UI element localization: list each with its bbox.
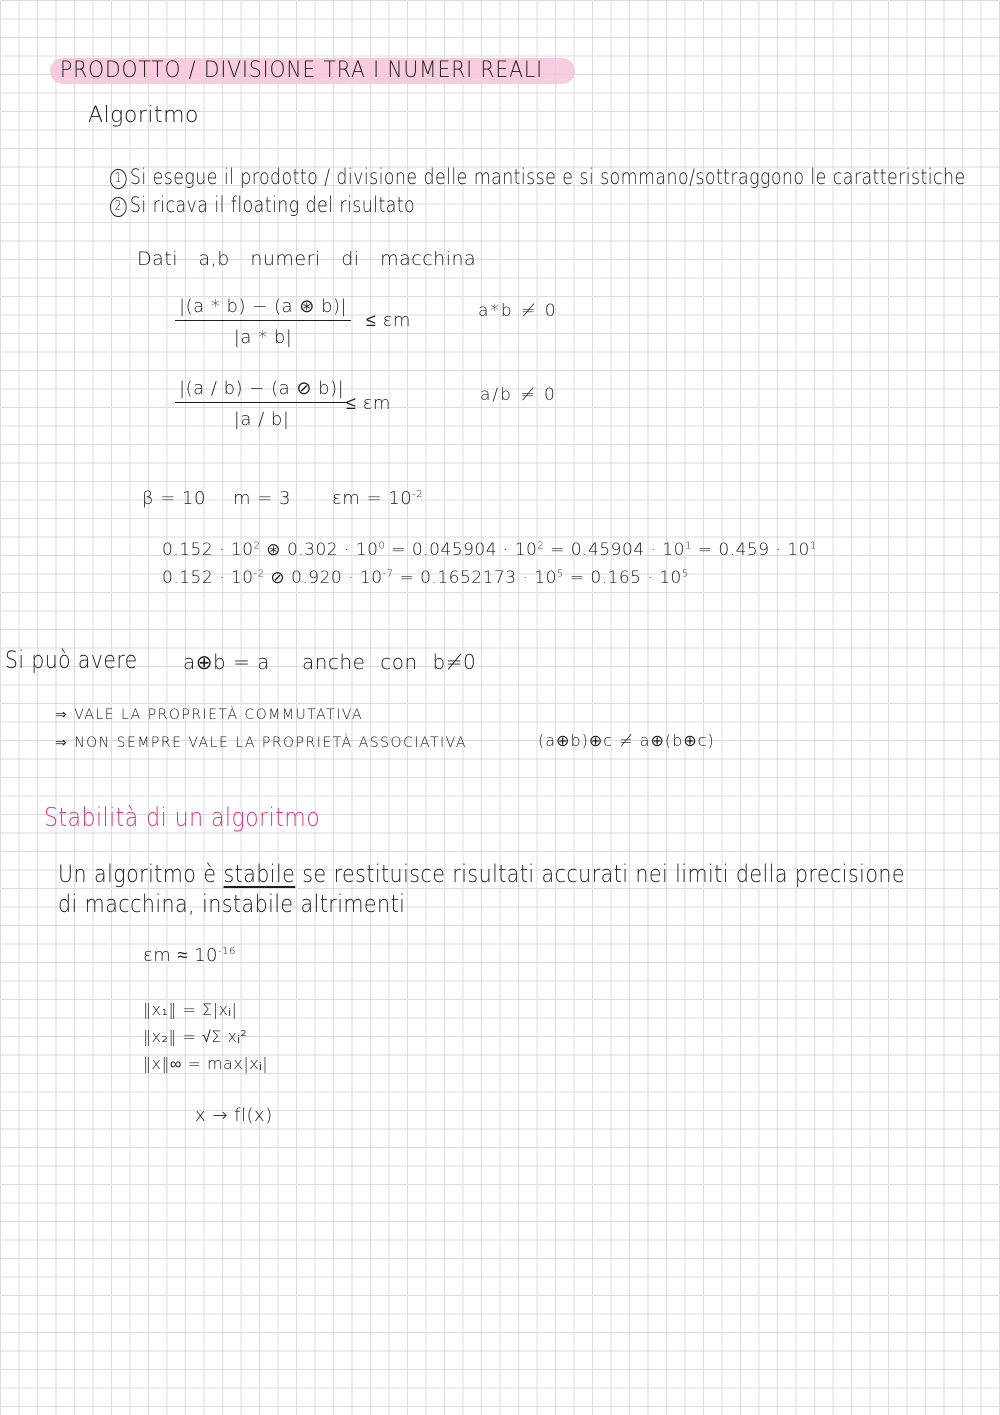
bullet-associative: ⇒ NON SEMPRE VALE LA PROPRIETÀ ASSOCIATIVA [55, 735, 467, 751]
param-beta: β = 10 [142, 488, 206, 509]
step-number: 2 [110, 197, 127, 217]
arrow-icon: ⇒ [55, 707, 69, 723]
condition: a*b ≠ 0 [478, 301, 558, 321]
step-text: Si esegue il prodotto / divisione delle mantisse e si sommano/sottraggono le caratteristiche [129, 165, 966, 189]
machine-epsilon: $\varepsilon m \approx 10^{-16}$ [143, 945, 236, 966]
subtitle: Algoritmo [88, 103, 199, 128]
fraction-numerator: |(a / b) − (a ⊘ b)| [175, 378, 348, 403]
floating-map: x → fl(x) [195, 1105, 273, 1126]
condition: a/b ≠ 0 [480, 385, 557, 405]
note-tail: anche con b≠0 [302, 650, 477, 674]
underlined-word: stabile [223, 860, 296, 888]
section-title: Stabilità di un algoritmo [44, 803, 321, 833]
arrow-icon: ⇒ [55, 735, 69, 751]
fraction-division [175, 378, 348, 430]
associative-counterexample: (a⊕b)⊕c ≠ a⊕(b⊕c) [538, 731, 715, 750]
fraction-denominator: |a / b| [233, 409, 290, 430]
param-m: m = 3 [233, 488, 292, 509]
norm-infinity: ‖x‖∞ = max|xᵢ| [143, 1054, 269, 1073]
inequality: ≤ εm [366, 310, 411, 331]
epsilon-exponent: -2 [412, 489, 424, 500]
fraction-numerator: |(a * b) − (a ⊛ b)| [175, 296, 351, 321]
param-epsilon [332, 488, 423, 509]
step-text: Si ricava il floating del risultato [129, 193, 416, 217]
inequality: ≤ εm [346, 393, 391, 414]
fraction-product [175, 296, 351, 348]
calc-product: $0.152 \cdot 10^2$ ⊛ $0.302 \cdot 10^0 = 0.045904 \cdot 10^2 = 0.45904 \cdot 10^1 = 0.459 \cdot 10^1$ [162, 540, 817, 560]
calc-division: $0.152 \cdot 10^{-2}$ ⊘ $0.920 \cdot 10^{-7} = 0.1652173 \cdot 10^5 = 0.165 \cdot 10^5$ [162, 568, 689, 588]
fraction-denominator: |a * b| [233, 327, 293, 348]
norm-1: ‖x₁‖ = Σ|xᵢ| [143, 1000, 238, 1019]
bullet-commutative: ⇒ VALE LA PROPRIETÀ COMMUTATIVA [55, 707, 364, 723]
paragraph-line-2: di macchina, instabile altrimenti [58, 890, 406, 918]
note-lead: Si può avere [5, 646, 138, 674]
step-2 [110, 193, 415, 217]
note-expression: a⊕b = a [183, 650, 270, 674]
norm-2: ‖x₂‖ = √Σ xᵢ² [143, 1027, 248, 1046]
step-1 [110, 165, 966, 189]
page-title: PRODOTTO / DIVISIONE TRA I NUMERI REALI [60, 58, 543, 83]
epsilon-base: εm = 10 [332, 488, 413, 509]
paragraph-line-1: Un algoritmo è stabile se restituisce risultati accurati nei limiti della precisione [58, 860, 906, 888]
step-number: 1 [110, 169, 127, 189]
given-line: Dati a,b numeri di macchina [137, 248, 477, 270]
